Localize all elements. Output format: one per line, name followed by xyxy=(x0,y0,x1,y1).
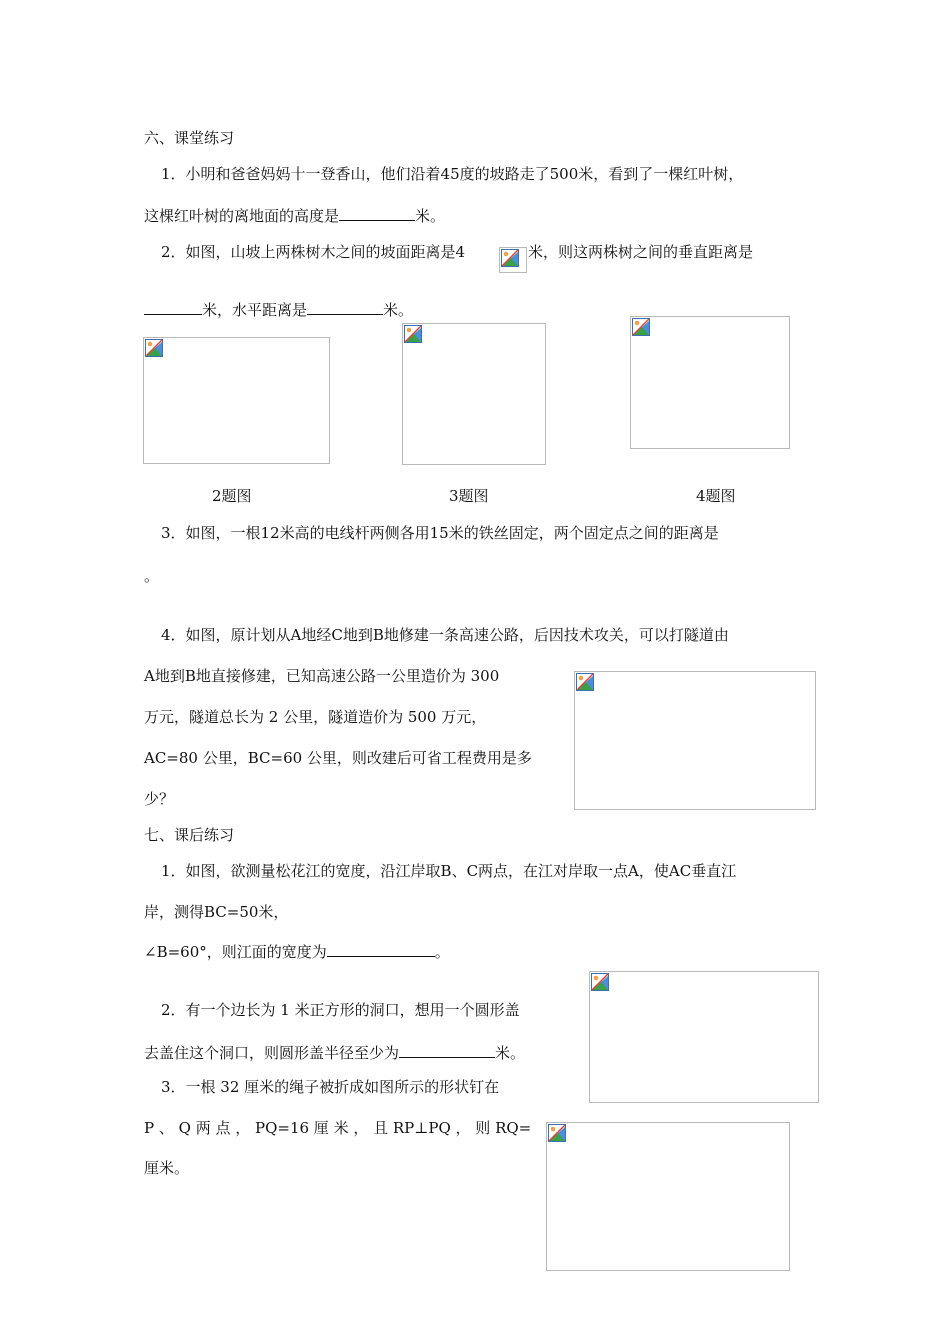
practice-q1-line2 xyxy=(144,204,445,226)
practice-q2-text-b: 米。 xyxy=(383,301,414,319)
homework-q3-line1: 3．一根 32 厘米的绳子被折成如图所示的形状钉在 xyxy=(161,1078,500,1096)
homework-q1-line2: 岸，测得BC=50米， xyxy=(144,903,289,921)
figure-q4-image xyxy=(574,671,816,810)
figure-4-image xyxy=(630,316,790,449)
homework-q1-text-a: ∠B=60°，则江面的宽度为 xyxy=(144,943,327,961)
practice-q4-line2: A地到B地直接修建，已知高速公路一公里造价为 300 xyxy=(144,667,500,685)
practice-q1-text-b: 米。 xyxy=(415,207,446,225)
section-heading-homework: 七、课后练习 xyxy=(144,826,235,844)
figure-3-image xyxy=(402,323,546,465)
figure-hw-q2-image xyxy=(589,971,819,1103)
answer-blank[interactable] xyxy=(339,204,415,221)
practice-q4-line5: 少？ xyxy=(144,790,175,808)
practice-q1-line1: 1．小明和爸爸妈妈十一登香山，他们沿着45度的坡路走了500米，看到了一棵红叶树， xyxy=(161,165,744,183)
figure-2-image xyxy=(143,337,330,464)
inline-formula-image xyxy=(499,247,527,273)
homework-q1-line1: 1．如图，欲测量松花江的宽度，沿江岸取B、C两点，在江对岸取一点A，使AC垂直江 xyxy=(161,862,737,880)
practice-q4-line4: AC=80 公里，BC=60 公里，则改建后可省工程费用是多 xyxy=(144,749,532,767)
broken-image-icon xyxy=(145,339,163,357)
broken-image-icon xyxy=(501,249,519,267)
broken-image-icon xyxy=(591,973,609,991)
practice-q2-text-a: 米，水平距离是 xyxy=(202,301,308,319)
practice-q2-line1-b: 米，则这两株树之间的垂直距离是 xyxy=(528,243,754,261)
practice-q3-line2: 。 xyxy=(144,567,160,585)
answer-blank[interactable] xyxy=(399,1041,495,1058)
practice-q4-line3: 万元，隧道总长为 2 公里，隧道造价为 500 万元， xyxy=(144,708,487,726)
figure-3-caption: 3题图 xyxy=(449,487,489,505)
practice-q1-text-a: 这棵红叶树的离地面的高度是 xyxy=(144,207,340,225)
broken-image-icon xyxy=(576,673,594,691)
figure-2-caption: 2题图 xyxy=(212,487,252,505)
practice-q4-line1: 4．如图，原计划从A地经C地到B地修建一条高速公路，后因技术攻关，可以打隧道由 xyxy=(161,626,729,644)
practice-q3-line1: 3．如图，一根12米高的电线杆两侧各用15米的铁丝固定，两个固定点之间的距离是 xyxy=(161,524,719,542)
figure-4-caption: 4题图 xyxy=(696,487,736,505)
broken-image-icon xyxy=(404,325,422,343)
homework-q3-line2: P 、 Q 两 点 ， PQ=16 厘 米 ， 且 RP⊥PQ ， 则 RQ= xyxy=(144,1119,532,1137)
answer-blank[interactable] xyxy=(327,940,435,957)
homework-q2-text-b: 米。 xyxy=(495,1044,526,1062)
section-heading-practice: 六、课堂练习 xyxy=(144,129,235,147)
practice-q2-line2 xyxy=(144,298,413,320)
homework-q2-text-a: 去盖住这个洞口，则圆形盖半径至少为 xyxy=(144,1044,400,1062)
figure-hw-q3-image xyxy=(546,1122,790,1271)
answer-blank[interactable] xyxy=(144,298,202,315)
homework-q1-text-b: 。 xyxy=(434,943,450,961)
homework-q3-line3: 厘米。 xyxy=(144,1159,190,1177)
homework-q2-line2 xyxy=(144,1041,525,1063)
homework-q2-line1: 2．有一个边长为 1 米正方形的洞口，想用一个圆形盖 xyxy=(161,1001,520,1019)
broken-image-icon xyxy=(632,318,650,336)
homework-q1-line3 xyxy=(144,940,450,962)
broken-image-icon xyxy=(548,1124,566,1142)
practice-q2-line1-a: 2．如图，山坡上两株树木之间的坡面距离是4 xyxy=(161,243,466,261)
answer-blank[interactable] xyxy=(307,298,383,315)
